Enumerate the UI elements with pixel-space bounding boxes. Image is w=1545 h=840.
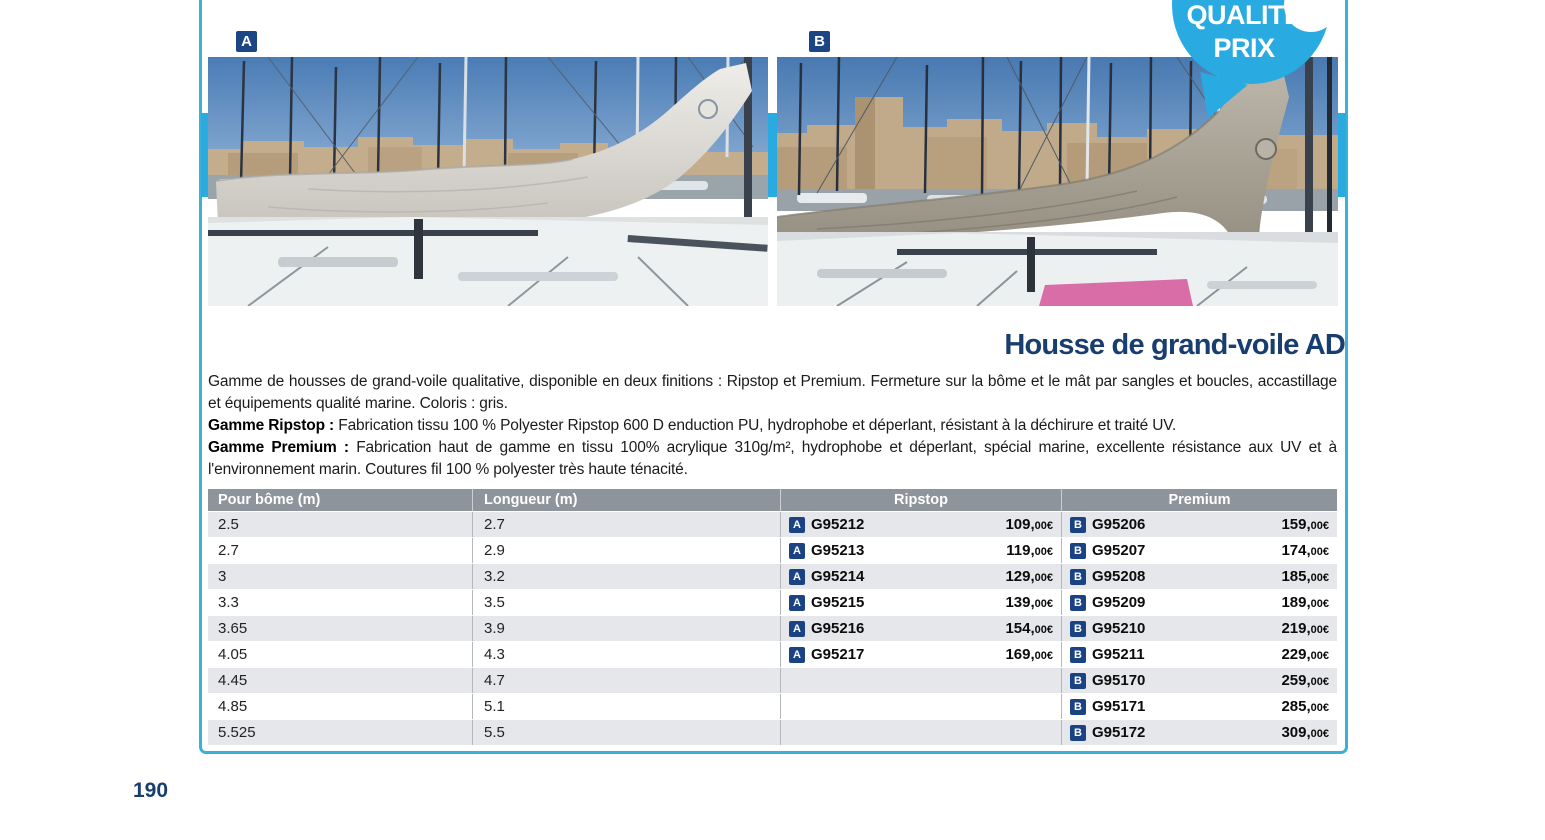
premium-product-code: G95211 — [1092, 646, 1145, 663]
premium-price: 285,00€ — [1281, 698, 1329, 715]
table-row — [208, 511, 1337, 537]
premium-photo-ref-badge: B — [1070, 621, 1086, 637]
ripstop-price: 169,00€ — [1005, 646, 1053, 663]
cell-ripstop — [780, 668, 1061, 693]
ripstop-product-code: G95212 — [811, 516, 865, 533]
premium-product-code: G95208 — [1092, 568, 1146, 585]
column-header-boom: Pour bôme (m) — [218, 492, 321, 508]
accent-tab-middle — [768, 113, 777, 197]
cell-boom: 5.525 — [218, 724, 256, 741]
photo-label-a: A — [236, 31, 257, 52]
premium-price: 259,00€ — [1281, 672, 1329, 689]
table-row — [208, 719, 1337, 745]
cell-length: 5.5 — [472, 720, 780, 745]
cell-premium — [1061, 512, 1337, 537]
cell-ripstop — [780, 564, 1061, 589]
description-ripstop: Gamme Ripstop : Fabrication tissu 100 % Polyester Ripstop 600 D enduction PU, hydrophobe et déperlant, résistant à la déchirure et traité UV. — [208, 417, 1177, 434]
ripstop-product-code: G95213 — [811, 542, 865, 559]
table-body — [208, 511, 1337, 745]
cell-ripstop — [780, 616, 1061, 641]
ripstop-price: 129,00€ — [1005, 568, 1053, 585]
cell-length: 4.7 — [472, 668, 780, 693]
cell-boom: 4.85 — [218, 698, 248, 715]
badge-line-2: PRIX — [1213, 33, 1275, 63]
cell-boom: 3.65 — [218, 620, 248, 637]
price-table — [208, 489, 1337, 745]
cell-length: 2.7 — [472, 512, 780, 537]
cell-boom: 4.45 — [218, 672, 248, 689]
ripstop-price: 119,00€ — [1006, 542, 1053, 559]
ripstop-product-code: G95215 — [811, 594, 865, 611]
premium-photo-ref-badge: B — [1070, 673, 1086, 689]
column-header-ripstop: Ripstop — [780, 489, 1061, 511]
description-premium: Gamme Premium : Fabrication haut de gamme en tissu 100% acrylique 310g/m², hydrophobe et déperlant, spécial marine, excellente résistance aux UV et à l'environnement marin. Coutures fil 100 % polyester très haute ténacité. — [208, 439, 1337, 478]
cell-length: 3.2 — [472, 564, 780, 589]
deck — [777, 232, 1338, 306]
ripstop-product-code: G95214 — [811, 568, 865, 585]
premium-product-code: G95210 — [1092, 620, 1146, 637]
cell-length: 3.9 — [472, 616, 780, 641]
ripstop-price: 139,00€ — [1005, 594, 1053, 611]
premium-photo-ref-badge: B — [1070, 543, 1086, 559]
cell-premium — [1061, 642, 1337, 667]
table-row — [208, 615, 1337, 641]
ripstop-product-code: G95217 — [811, 646, 865, 663]
ripstop-photo-ref-badge: A — [789, 621, 805, 637]
cell-boom: 2.7 — [218, 542, 239, 559]
cell-ripstop — [780, 512, 1061, 537]
premium-product-code: G95207 — [1092, 542, 1146, 559]
premium-photo-ref-badge: B — [1070, 517, 1086, 533]
cell-ripstop — [780, 538, 1061, 563]
ripstop-photo-ref-badge: A — [789, 543, 805, 559]
product-title: Housse de grand-voile AD — [1004, 329, 1345, 361]
ripstop-photo-ref-badge: A — [789, 647, 805, 663]
cell-premium — [1061, 616, 1337, 641]
cell-premium — [1061, 564, 1337, 589]
photo-mainsail-cover-a — [208, 57, 768, 306]
cell-boom: 4.05 — [218, 646, 248, 663]
premium-product-code: G95171 — [1092, 698, 1146, 715]
cell-boom: 3.3 — [218, 594, 239, 611]
accent-tab-right — [1337, 113, 1346, 197]
sailboat-photo-b-illustration — [777, 57, 1338, 306]
cell-premium — [1061, 720, 1337, 745]
cell-length: 3.5 — [472, 590, 780, 615]
table-row — [208, 589, 1337, 615]
cell-premium — [1061, 590, 1337, 615]
cell-boom: 2.5 — [218, 516, 239, 533]
premium-photo-ref-badge: B — [1070, 569, 1086, 585]
premium-price: 174,00€ — [1281, 542, 1329, 559]
premium-price: 309,00€ — [1281, 724, 1329, 741]
column-header-length: Longueur (m) — [472, 489, 780, 511]
cell-ripstop — [780, 720, 1061, 745]
premium-price: 185,00€ — [1281, 568, 1329, 585]
table-header-row — [208, 489, 1337, 511]
photo-mainsail-cover-b — [777, 57, 1338, 306]
premium-price: 219,00€ — [1281, 620, 1329, 637]
cell-premium — [1061, 668, 1337, 693]
table-row — [208, 563, 1337, 589]
premium-price: 229,00€ — [1281, 646, 1329, 663]
premium-product-code: G95209 — [1092, 594, 1146, 611]
ripstop-photo-ref-badge: A — [789, 595, 805, 611]
cell-premium — [1061, 538, 1337, 563]
cell-length: 5.1 — [472, 694, 780, 719]
cell-boom: 3 — [218, 568, 227, 585]
cell-length: 4.3 — [472, 642, 780, 667]
cell-ripstop — [780, 642, 1061, 667]
table-row — [208, 537, 1337, 563]
product-description — [208, 371, 1337, 481]
table-row — [208, 667, 1337, 693]
description-intro: Gamme de housses de grand-voile qualitative, disponible en deux finitions : Ripstop et Premium. Fermeture sur la bôme et le mât par sangles et boucles, accastillage et équipements qualité marine. Coloris : gris. — [208, 373, 1337, 412]
premium-photo-ref-badge: B — [1070, 647, 1086, 663]
table-row — [208, 641, 1337, 667]
badge-text — [1168, 0, 1320, 65]
ripstop-photo-ref-badge: A — [789, 517, 805, 533]
column-header-premium: Premium — [1061, 489, 1337, 511]
ripstop-product-code: G95216 — [811, 620, 865, 637]
cell-ripstop — [780, 590, 1061, 615]
premium-price: 159,00€ — [1281, 516, 1329, 533]
premium-price: 189,00€ — [1281, 594, 1329, 611]
sailboat-photo-a-illustration — [208, 57, 768, 306]
premium-product-code: G95172 — [1092, 724, 1146, 741]
page-number: 190 — [133, 779, 169, 802]
premium-product-code: G95170 — [1092, 672, 1146, 689]
ripstop-price: 109,00€ — [1005, 516, 1053, 533]
premium-photo-ref-badge: B — [1070, 595, 1086, 611]
cell-ripstop — [780, 694, 1061, 719]
ripstop-photo-ref-badge: A — [789, 569, 805, 585]
cell-premium — [1061, 694, 1337, 719]
cell-length: 2.9 — [472, 538, 780, 563]
deck — [208, 217, 768, 306]
table-row — [208, 693, 1337, 719]
badge-line-1: QUALITE — [1186, 0, 1302, 30]
premium-photo-ref-badge: B — [1070, 699, 1086, 715]
premium-product-code: G95206 — [1092, 516, 1146, 533]
photo-label-b: B — [809, 31, 830, 52]
ripstop-price: 154,00€ — [1005, 620, 1053, 637]
premium-photo-ref-badge: B — [1070, 725, 1086, 741]
